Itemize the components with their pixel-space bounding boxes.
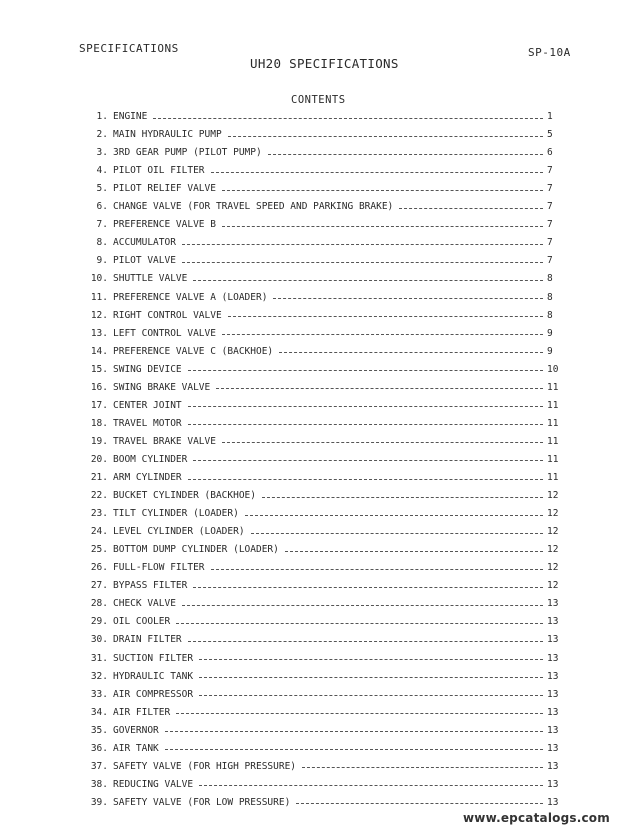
- toc-entry-page: 13: [547, 616, 559, 628]
- toc-entry-line: [113, 216, 547, 234]
- toc-entry-page: 9: [547, 327, 553, 339]
- toc-entry-line: [113, 469, 547, 487]
- toc-entry-title: SAFETY VALVE (FOR HIGH PRESSURE): [113, 760, 297, 772]
- toc-entry-number: 10.: [90, 273, 108, 285]
- toc-entry-title: AIR COMPRESSOR: [113, 688, 194, 700]
- toc-entry[interactable]: [0, 577, 634, 595]
- dotted-leader: [176, 713, 543, 714]
- toc-entry-page: 13: [547, 706, 559, 718]
- toc-entry[interactable]: [0, 523, 634, 541]
- toc-entry-title: AIR TANK: [113, 742, 159, 754]
- dotted-leader: [211, 172, 543, 173]
- toc-entry-title: CHECK VALVE: [113, 598, 176, 610]
- dotted-leader: [262, 497, 543, 498]
- toc-entry-number: 28.: [90, 598, 108, 610]
- toc-entry-page: 12: [547, 544, 559, 556]
- toc-entry-title: ENGINE: [113, 111, 148, 122]
- toc-entry-number: 13.: [90, 327, 108, 339]
- toc-entry[interactable]: [0, 270, 634, 288]
- toc-entry[interactable]: [0, 433, 634, 451]
- toc-entry-line: [113, 415, 547, 433]
- dotted-leader: [188, 406, 543, 407]
- dotted-leader: [222, 226, 543, 227]
- toc-entry-line: [113, 631, 547, 649]
- toc-entry-page: 13: [547, 634, 559, 646]
- dotted-leader: [251, 533, 543, 534]
- toc-entry-title: TILT CYLINDER (LOADER): [113, 508, 239, 520]
- toc-entry[interactable]: [0, 162, 634, 180]
- toc-entry-number: 15.: [90, 363, 108, 375]
- toc-entry[interactable]: [0, 180, 634, 198]
- toc-entry-line: [113, 776, 547, 794]
- toc-entry-number: 4.: [96, 165, 108, 177]
- dotted-leader: [296, 803, 543, 804]
- toc-entry-title: PREFERENCE VALVE A (LOADER): [113, 291, 268, 303]
- toc-entry-page: 8: [547, 309, 553, 321]
- toc-entry-number: 25.: [90, 544, 108, 556]
- toc-entry-title: RIGHT CONTROL VALVE: [113, 309, 222, 321]
- toc-entry-number: 26.: [90, 562, 108, 574]
- toc-entry-line: [113, 108, 547, 126]
- toc-entry-line: [113, 595, 547, 613]
- toc-entry-number: 21.: [90, 472, 108, 483]
- toc-entry[interactable]: [0, 252, 634, 270]
- toc-entry-title: SUCTION FILTER: [113, 652, 194, 664]
- toc-entry-title: HYDRAULIC TANK: [113, 670, 194, 682]
- toc-entry-title: TRAVEL BRAKE VALVE: [113, 435, 216, 447]
- toc-entry-line: [113, 505, 547, 523]
- toc-entry-page: 10: [547, 363, 559, 375]
- toc-entry[interactable]: [0, 668, 634, 686]
- toc-entry-page: 13: [547, 670, 559, 682]
- toc-entry-number: 37.: [90, 760, 108, 772]
- dotted-leader: [188, 479, 543, 480]
- toc-entry-title: AIR FILTER: [113, 706, 171, 718]
- toc-entry-title: ARM CYLINDER: [113, 472, 182, 483]
- toc-entry-page: 12: [547, 526, 559, 538]
- toc-entry[interactable]: [0, 740, 634, 758]
- toc-entry[interactable]: [0, 722, 634, 740]
- toc-entry-page: 12: [547, 508, 559, 520]
- dotted-leader: [216, 388, 543, 389]
- toc-entry-number: 6.: [96, 201, 108, 213]
- toc-entry-page: 11: [547, 453, 559, 465]
- toc-entry-line: [113, 722, 547, 740]
- dotted-leader: [199, 695, 543, 696]
- toc-entry[interactable]: [0, 469, 634, 487]
- toc-entry-line: [113, 523, 547, 541]
- toc-entry-title: FULL-FLOW FILTER: [113, 562, 205, 574]
- toc-entry-number: 38.: [90, 778, 108, 790]
- toc-entry-title: ACCUMULATOR: [113, 237, 176, 249]
- toc-entry-line: [113, 343, 547, 361]
- dotted-leader: [188, 424, 543, 425]
- toc-entry-title: SAFETY VALVE (FOR LOW PRESSURE): [113, 796, 291, 808]
- toc-entry-line: [113, 577, 547, 595]
- dotted-leader: [165, 731, 543, 732]
- dotted-leader: [153, 118, 543, 119]
- toc-entry-number: 20.: [90, 453, 108, 465]
- toc-entry-number: 18.: [90, 417, 108, 429]
- toc-entry-line: [113, 487, 547, 505]
- dotted-leader: [285, 551, 543, 552]
- toc-entry-number: 24.: [90, 526, 108, 538]
- toc-entry-page: 7: [547, 183, 553, 195]
- toc-entry-title: PREFERENCE VALVE B: [113, 219, 216, 231]
- dotted-leader: [268, 154, 543, 155]
- toc-entry-line: [113, 559, 547, 577]
- toc-entry-title: BYPASS FILTER: [113, 580, 188, 592]
- dotted-leader: [245, 515, 543, 516]
- toc-entry-number: 2.: [96, 129, 108, 141]
- toc-entry-number: 7.: [96, 219, 108, 231]
- toc-entry-title: BOOM CYLINDER: [113, 453, 188, 465]
- toc-entry-line: [113, 234, 547, 252]
- toc-entry-page: 7: [547, 165, 553, 177]
- toc-entry-line: [113, 325, 547, 343]
- toc-entry-number: 12.: [90, 309, 108, 321]
- toc-entry-page: 13: [547, 598, 559, 610]
- dotted-leader: [199, 677, 543, 678]
- toc-entry-title: BOTTOM DUMP CYLINDER (LOADER): [113, 544, 279, 556]
- dotted-leader: [228, 136, 543, 137]
- toc-entry-number: 5.: [96, 183, 108, 195]
- dotted-leader: [193, 280, 543, 281]
- dotted-leader: [222, 190, 543, 191]
- dotted-leader: [199, 659, 543, 660]
- toc-entry-line: [113, 397, 547, 415]
- toc-entry-title: PILOT VALVE: [113, 255, 176, 267]
- toc-entry-page: 13: [547, 778, 559, 790]
- toc-entry[interactable]: [0, 451, 634, 469]
- toc-entry-number: 35.: [90, 724, 108, 736]
- toc-entry-line: [113, 307, 547, 325]
- toc-entry-title: CENTER JOINT: [113, 399, 182, 411]
- toc-entry-title: SWING BRAKE VALVE: [113, 381, 211, 393]
- toc-entry-page: 8: [547, 291, 553, 303]
- toc-entry-title: GOVERNOR: [113, 724, 159, 736]
- toc-entry-number: 9.: [96, 255, 108, 267]
- toc-entry-title: PILOT OIL FILTER: [113, 165, 205, 177]
- toc-entry-page: 11: [547, 417, 559, 429]
- toc-entry-page: 13: [547, 652, 559, 664]
- toc-entry-number: 23.: [90, 508, 108, 520]
- toc-entry-page: 13: [547, 760, 559, 772]
- toc-entry-line: [113, 126, 547, 144]
- toc-entry-page: 12: [547, 562, 559, 574]
- toc-entry[interactable]: [0, 198, 634, 216]
- toc-entry-title: REDUCING VALVE: [113, 778, 194, 790]
- toc-entry[interactable]: [0, 415, 634, 433]
- toc-entry[interactable]: [0, 595, 634, 613]
- toc-entry-line: [113, 433, 547, 451]
- toc-entry-line: [113, 650, 547, 668]
- toc-entry-number: 3.: [96, 147, 108, 159]
- toc-entry-page: 13: [547, 688, 559, 700]
- toc-entry[interactable]: [0, 289, 634, 307]
- dotted-leader: [279, 352, 543, 353]
- toc-entry-page: 12: [547, 490, 559, 502]
- dotted-leader: [182, 605, 543, 606]
- toc-entry-line: [113, 289, 547, 307]
- toc-entry-line: [113, 541, 547, 559]
- toc-entry-page: 7: [547, 219, 553, 231]
- toc-entry[interactable]: [0, 650, 634, 668]
- toc-entry[interactable]: [0, 505, 634, 523]
- toc-entry-line: [113, 144, 547, 162]
- toc-entry-line: [113, 361, 547, 379]
- dotted-leader: [188, 370, 543, 371]
- toc-entry-page: 6: [547, 147, 553, 159]
- dotted-leader: [302, 767, 543, 768]
- dotted-leader: [182, 262, 543, 263]
- toc-entry-number: 31.: [90, 652, 108, 664]
- toc-entry[interactable]: [0, 343, 634, 361]
- page-code: SP-10A: [528, 46, 571, 59]
- toc-entry[interactable]: [0, 379, 634, 397]
- toc-entry-page: 11: [547, 472, 559, 483]
- dotted-leader: [399, 208, 543, 209]
- toc-entry-page: 1: [547, 111, 553, 122]
- toc-entry-number: 16.: [90, 381, 108, 393]
- contents-heading: CONTENTS: [291, 94, 346, 106]
- toc-entry-page: 12: [547, 580, 559, 592]
- dotted-leader: [193, 587, 543, 588]
- toc-entry-page: 11: [547, 435, 559, 447]
- toc-entry-line: [113, 180, 547, 198]
- toc-entry-line: [113, 686, 547, 704]
- toc-entry-page: 13: [547, 742, 559, 754]
- toc-entry-title: PREFERENCE VALVE C (BACKHOE): [113, 345, 274, 357]
- toc-entry[interactable]: [0, 613, 634, 631]
- toc-entry-number: 22.: [90, 490, 108, 502]
- toc-entry-title: 3RD GEAR PUMP (PILOT PUMP): [113, 147, 262, 159]
- toc-entry-page: 11: [547, 399, 559, 411]
- toc-entry-title: SHUTTLE VALVE: [113, 273, 188, 285]
- toc-entry-number: 30.: [90, 634, 108, 646]
- toc-entry-line: [113, 740, 547, 758]
- toc-entry-line: [113, 252, 547, 270]
- toc-entry[interactable]: [0, 541, 634, 559]
- toc-entry-number: 8.: [96, 237, 108, 249]
- toc-entry-line: [113, 451, 547, 469]
- toc-entry-line: [113, 668, 547, 686]
- toc-entry[interactable]: [0, 108, 634, 126]
- toc-entry-page: 13: [547, 796, 559, 808]
- dotted-leader: [273, 298, 543, 299]
- toc-entry-line: [113, 198, 547, 216]
- dotted-leader: [222, 334, 543, 335]
- toc-entry[interactable]: [0, 758, 634, 776]
- toc-entry[interactable]: [0, 487, 634, 505]
- toc-entry[interactable]: [0, 559, 634, 577]
- dotted-leader: [182, 244, 543, 245]
- toc-entry-number: 14.: [90, 345, 108, 357]
- toc-entry-line: [113, 162, 547, 180]
- section-header: SPECIFICATIONS: [79, 42, 179, 55]
- toc-entry[interactable]: [0, 144, 634, 162]
- document-title: UH20 SPECIFICATIONS: [250, 56, 399, 71]
- dotted-leader: [193, 460, 543, 461]
- dotted-leader: [176, 623, 543, 624]
- toc-entry[interactable]: [0, 686, 634, 704]
- toc-entry-line: [113, 379, 547, 397]
- dotted-leader: [199, 785, 543, 786]
- toc-entry-title: LEFT CONTROL VALVE: [113, 327, 216, 339]
- dotted-leader: [165, 749, 543, 750]
- toc-entry[interactable]: [0, 631, 634, 649]
- toc-entry-number: 27.: [90, 580, 108, 592]
- website-link[interactable]: www.epcatalogs.com: [463, 811, 610, 825]
- toc-entry[interactable]: [0, 704, 634, 722]
- toc-entry-page: 7: [547, 201, 553, 213]
- toc-entry[interactable]: [0, 126, 634, 144]
- toc-entry-title: DRAIN FILTER: [113, 634, 182, 646]
- dotted-leader: [211, 569, 543, 570]
- toc-entry[interactable]: [0, 234, 634, 252]
- dotted-leader: [188, 641, 543, 642]
- toc-entry-page: 9: [547, 345, 553, 357]
- toc-entry[interactable]: [0, 397, 634, 415]
- toc-entry-number: 32.: [90, 670, 108, 682]
- toc-entry-number: 36.: [90, 742, 108, 754]
- toc-entry-page: 8: [547, 273, 553, 285]
- toc-entry-title: CHANGE VALVE (FOR TRAVEL SPEED AND PARKING BRAKE): [113, 201, 394, 213]
- toc-entry-title: LEVEL CYLINDER (LOADER): [113, 526, 245, 538]
- toc-entry-page: 7: [547, 255, 553, 267]
- toc-entry-line: [113, 758, 547, 776]
- toc-entry-number: 17.: [90, 399, 108, 411]
- toc-entry-title: MAIN HYDRAULIC PUMP: [113, 129, 222, 141]
- toc-entry-number: 33.: [90, 688, 108, 700]
- toc-entry-page: 5: [547, 129, 553, 141]
- toc-entry-page: 11: [547, 381, 559, 393]
- toc-entry[interactable]: [0, 794, 634, 812]
- toc-entry-title: BUCKET CYLINDER (BACKHOE): [113, 490, 256, 502]
- dotted-leader: [228, 316, 543, 317]
- toc-entry-title: OIL COOLER: [113, 616, 171, 628]
- toc-entry-number: 29.: [90, 616, 108, 628]
- toc-entry[interactable]: [0, 776, 634, 794]
- toc-entry-page: 7: [547, 237, 553, 249]
- toc-entry-number: 11.: [90, 291, 108, 303]
- toc-entry-number: 34.: [90, 706, 108, 718]
- dotted-leader: [222, 442, 543, 443]
- toc-entry-number: 39.: [90, 796, 108, 808]
- toc-entry[interactable]: [0, 325, 634, 343]
- toc-entry-line: [113, 794, 547, 812]
- toc-entry-title: SWING DEVICE: [113, 363, 182, 375]
- toc-entry-line: [113, 704, 547, 722]
- toc-entry[interactable]: [0, 361, 634, 379]
- toc-entry[interactable]: [0, 216, 634, 234]
- toc-entry-number: 1.: [96, 111, 108, 122]
- toc-entry-title: TRAVEL MOTOR: [113, 417, 182, 429]
- toc-entry-number: 19.: [90, 435, 108, 447]
- toc-entry-title: PILOT RELIEF VALVE: [113, 183, 216, 195]
- toc-entry-page: 13: [547, 724, 559, 736]
- toc-entry[interactable]: [0, 307, 634, 325]
- toc-entry-line: [113, 613, 547, 631]
- toc-entry-line: [113, 270, 547, 288]
